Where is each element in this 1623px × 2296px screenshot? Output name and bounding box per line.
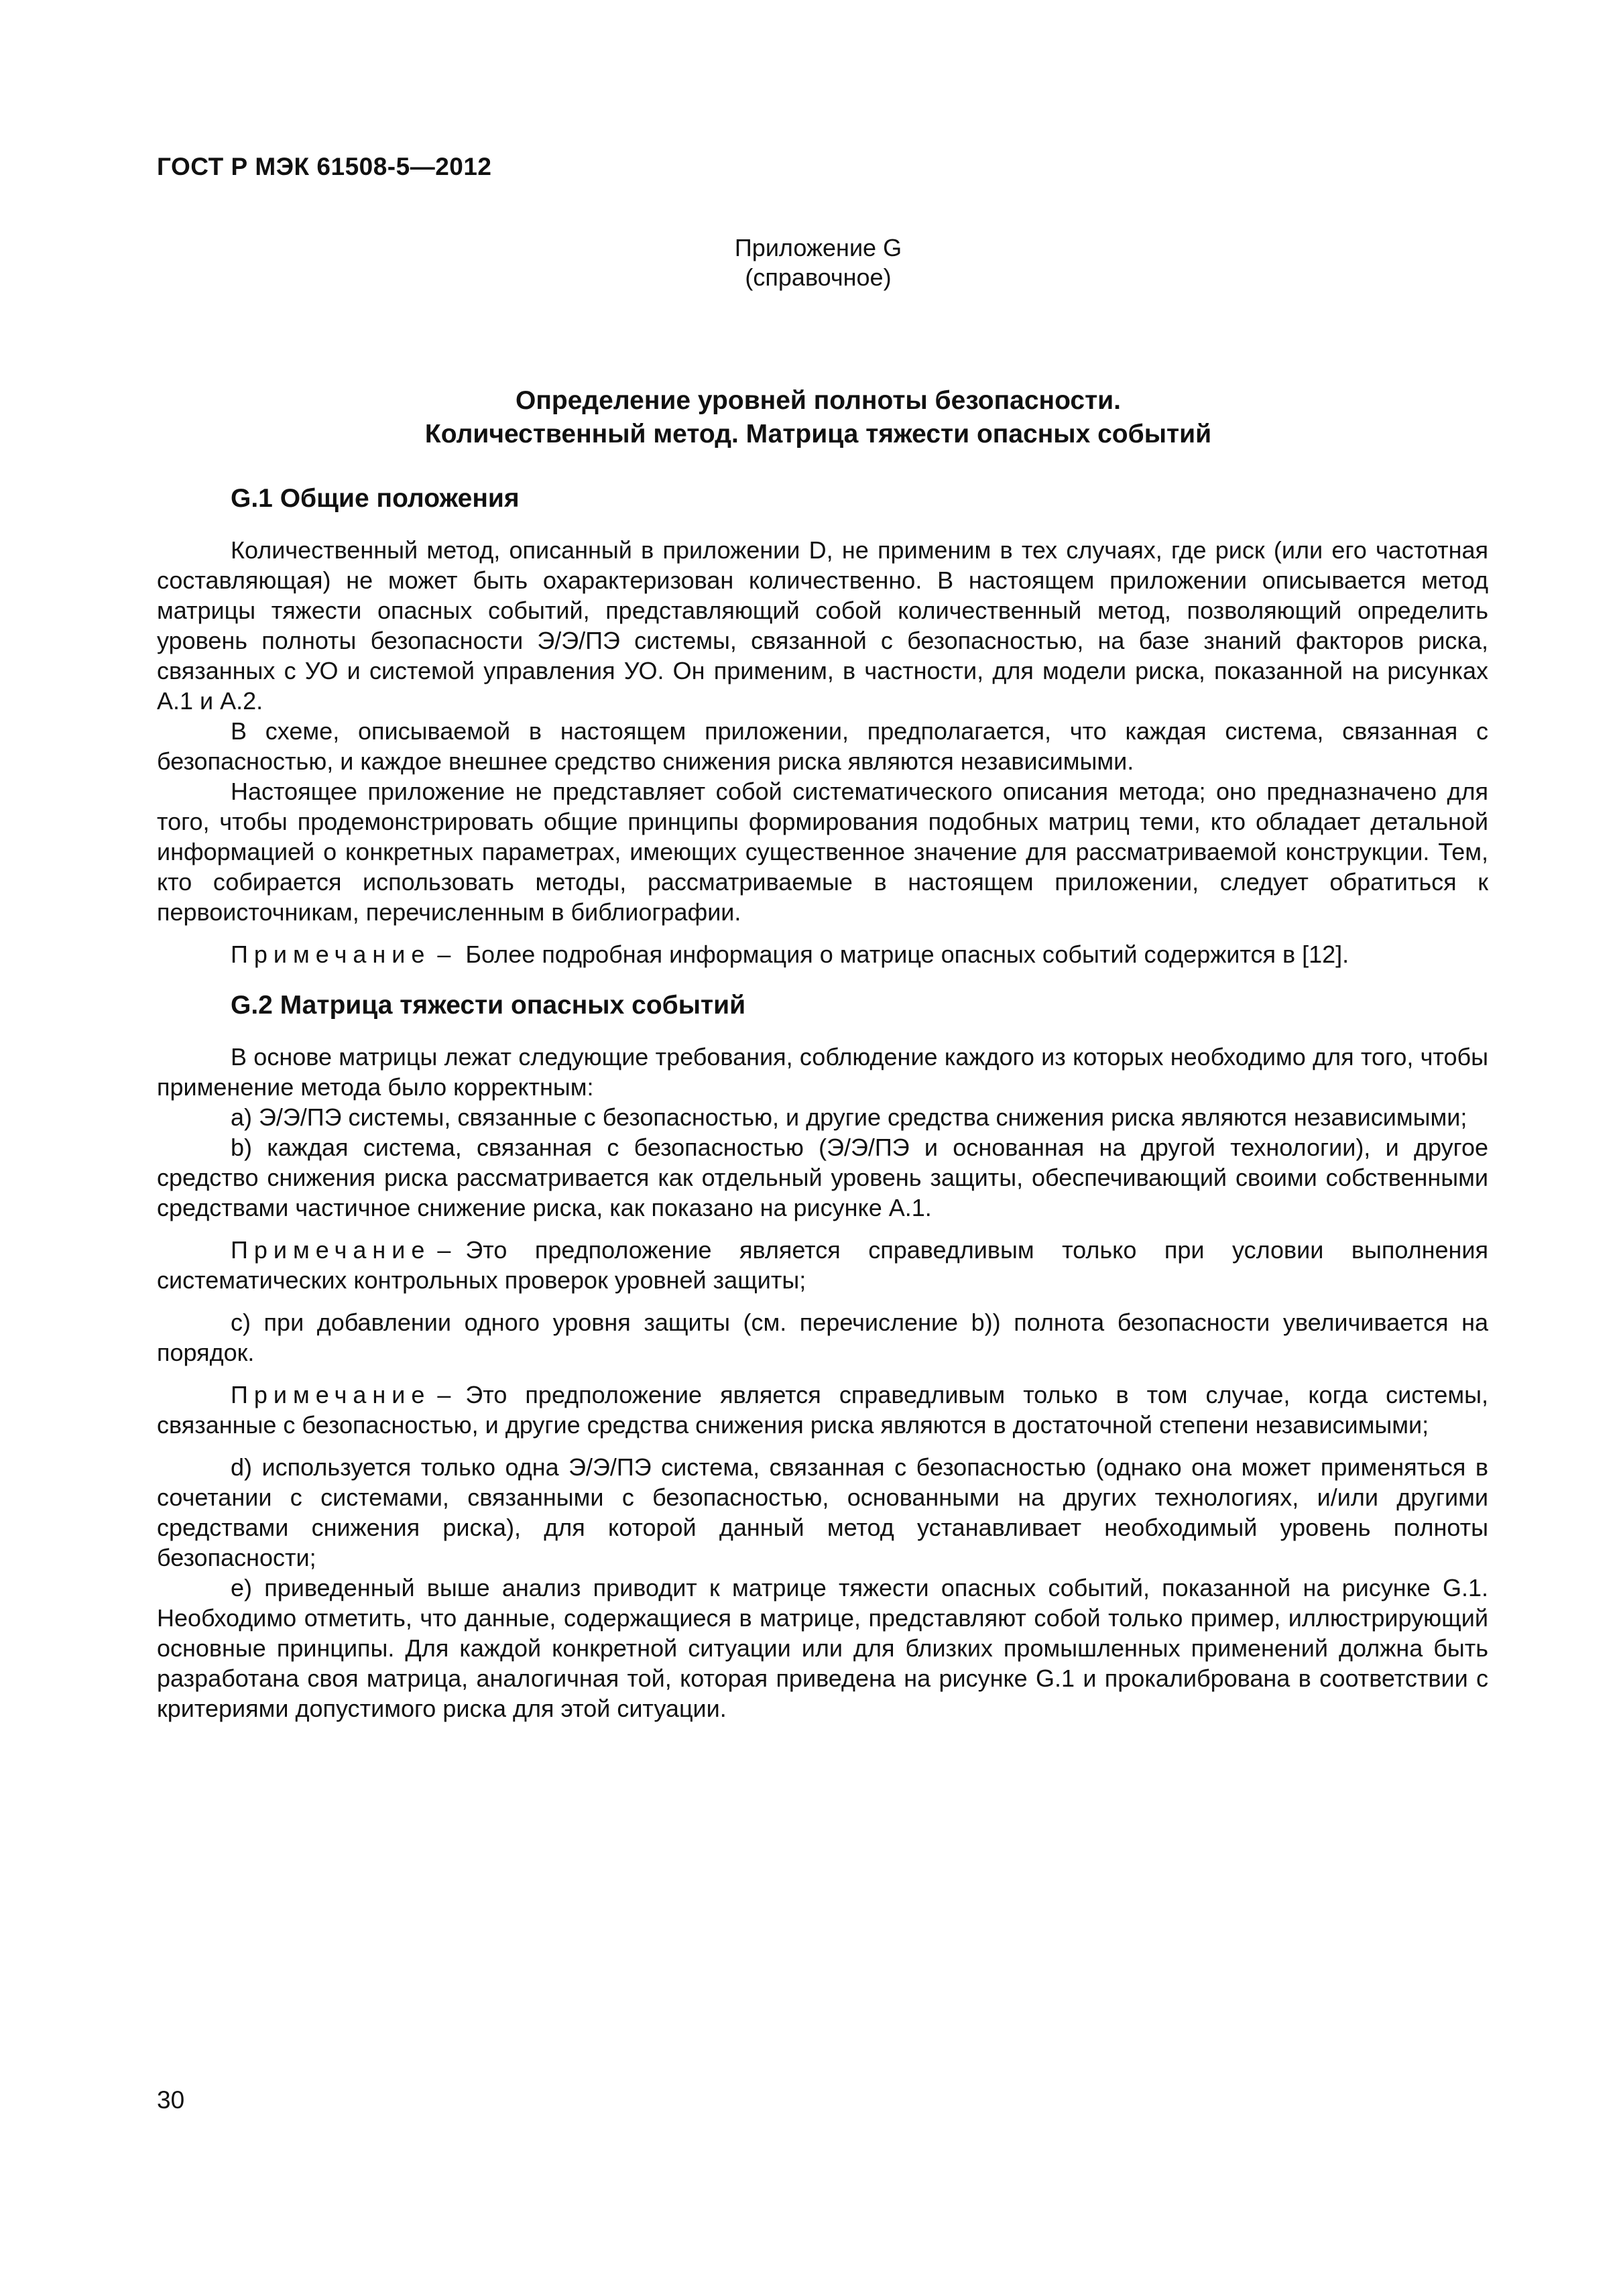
appendix-title-line-1: Определение уровней полноты безопасности. [516, 386, 1121, 415]
appendix-title [0, 384, 1623, 451]
appendix-title-line-2: Количественный метод. Матрица тяжести опасных событий [424, 420, 1212, 448]
note-text: Это предположение является справедливым только при условии выполнения систематических контрольных проверок уровней защиты; [157, 1236, 1488, 1294]
document-body [157, 483, 1488, 1724]
appendix-type: (справочное) [745, 263, 892, 291]
g1-paragraph-2: В схеме, описываемой в настоящем приложении, предполагается, что каждая система, связанная с безопасностью, и каждое внешнее средство снижения риска являются независимыми. [157, 717, 1488, 775]
g2-note-2 [157, 1380, 1488, 1440]
note-text: Более подробная информация о матрице опасных событий содержится в [12]. [465, 941, 1349, 968]
g2-item-a: а) Э/Э/ПЭ системы, связанные с безопасностью, и другие средства снижения риска являются независимыми; [231, 1103, 1467, 1131]
page-number: 30 [157, 2086, 185, 2114]
g2-item-c: c) при добавлении одного уровня защиты (см. перечисление b)) полнота безопасности увеличивается на порядок. [157, 1309, 1488, 1366]
g2-note-1 [157, 1235, 1488, 1295]
note-dash: – [437, 1381, 451, 1408]
appendix-label: Приложение G [734, 234, 902, 261]
g1-paragraph-1: Количественный метод, описанный в приложении D, не применим в тех случаях, где риск (или его частотная составляющая) не может быть охарактеризован количественно. В настоящем приложении описывается метод матрицы тяжести опасных событий, представляющий собой количественный метод, позволяющий определить уровень полноты безопасности Э/Э/ПЭ системы, связанной с безопасностью, на базе знаний факторов риска, связанных с УО и системой управления УО. Он применим, в частности, для модели риска, показанной на рисунках А.1 и А.2. [157, 536, 1488, 715]
section-heading-g1: G.1 Общие положения [231, 484, 520, 513]
note-dash: – [437, 1236, 451, 1264]
note-label: Примечание [231, 1381, 431, 1408]
g1-note [157, 939, 1488, 969]
g1-paragraph-3: Настоящее приложение не представляет собой систематического описания метода; оно предназначено для того, чтобы продемонстрировать общие принципы формирования подобных матриц теми, кто обладает детальной информацией о конкретных параметрах, имеющих существенное значение для рассматриваемой конструкции. Тем, кто собирается использовать методы, рассматриваемые в настоящем приложении, следует обратиться к первоисточникам, перечисленным в библиографии. [157, 778, 1488, 926]
note-text: Это предположение является справедливым только в том случае, когда системы, связанные с безопасностью, и другие средства снижения риска являются в достаточной степени независимыми; [157, 1381, 1488, 1439]
g2-item-b: b) каждая система, связанная с безопасностью (Э/Э/ПЭ и основанная на другой технологии), и другое средство снижения риска рассматривается как отдельный уровень защиты, обеспечивающий своими собственными средствами частичное снижение риска, как показано на рисунке А.1. [157, 1134, 1488, 1221]
note-label: Примечание [231, 1236, 431, 1264]
section-heading-g2: G.2 Матрица тяжести опасных событий [231, 991, 746, 1020]
g2-item-d: d) используется только одна Э/Э/ПЭ система, связанная с безопасностью (однако она может применяться в сочетании с системами, связанными с безопасностью, основанными на других технологиях, и/или другими средствами снижения риска), для которой данный метод устанавливает необходимый уровень полноты безопасности; [157, 1453, 1488, 1571]
document-header: ГОСТ Р МЭК 61508-5—2012 [157, 153, 492, 180]
appendix-label-block [0, 233, 1623, 292]
note-label: Примечание [231, 941, 431, 968]
note-dash: – [437, 941, 451, 968]
g2-intro: В основе матрицы лежат следующие требования, соблюдение каждого из которых необходимо для того, чтобы применение метода было корректным: [157, 1043, 1488, 1101]
g2-item-e: e) приведенный выше анализ приводит к матрице тяжести опасных событий, показанной на рисунке G.1. Необходимо отметить, что данные, содержащиеся в матрице, представляют собой только пример, иллюстрирующий основные принципы. Для каждой конкретной ситуации или для близких промышленных применений должна быть разработана своя матрица, аналогичная той, которая приведена на рисунке G.1 и прокалибрована в соответствии с критериями допустимого риска для этой ситуации. [157, 1574, 1488, 1722]
